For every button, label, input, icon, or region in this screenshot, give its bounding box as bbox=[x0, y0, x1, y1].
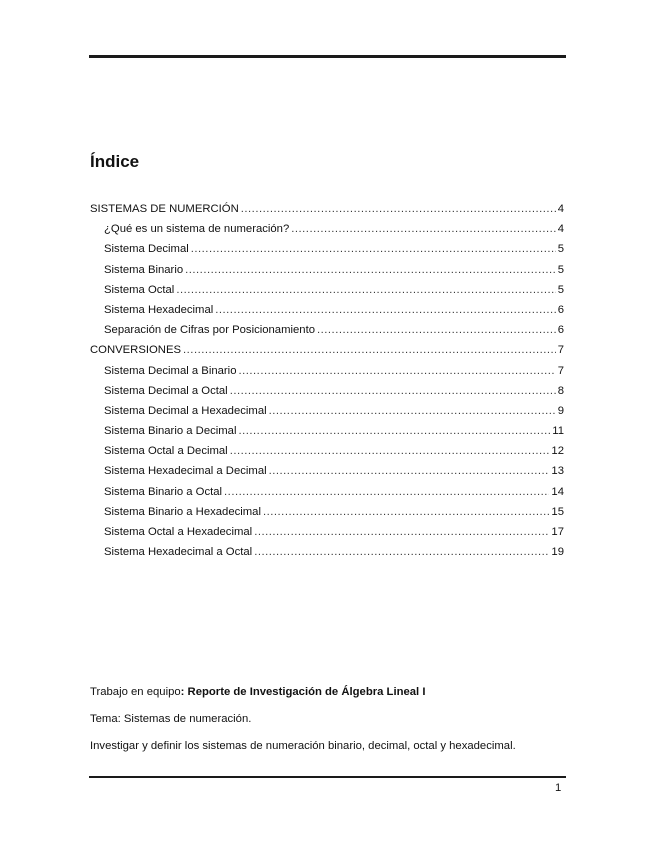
toc-entry-label: Sistema Binario a Octal bbox=[104, 485, 223, 498]
toc-entry[interactable] bbox=[90, 320, 564, 340]
toc-entry[interactable] bbox=[90, 502, 564, 522]
toc-dot-leader bbox=[263, 502, 549, 522]
topic-line: Tema: Sistemas de numeración. bbox=[90, 713, 252, 725]
toc-dot-leader bbox=[317, 320, 556, 340]
team-work-line bbox=[90, 685, 564, 699]
toc-entry-page: 4 bbox=[557, 223, 564, 236]
toc-entry-page: 9 bbox=[557, 404, 564, 417]
toc-dot-leader bbox=[269, 461, 550, 481]
toc-entry-label: SISTEMAS DE NUMERCIÓN bbox=[90, 203, 239, 215]
toc-entry-label: Sistema Octal bbox=[104, 283, 175, 296]
toc-entry-page: 12 bbox=[551, 445, 564, 458]
toc-entry-label: Sistema Binario a Hexadecimal bbox=[104, 505, 261, 518]
toc-entry-page: 4 bbox=[557, 203, 564, 215]
toc-entry-page: 19 bbox=[551, 546, 564, 559]
toc-entry[interactable] bbox=[90, 199, 564, 219]
toc-entry[interactable] bbox=[90, 300, 564, 320]
team-prefix: Trabajo en equipo bbox=[90, 686, 181, 698]
toc-entry-label: Sistema Decimal a Octal bbox=[104, 384, 228, 397]
toc-entry[interactable] bbox=[90, 421, 564, 441]
toc-entry-label: Sistema Octal a Decimal bbox=[104, 445, 228, 458]
toc-dot-leader bbox=[238, 361, 555, 381]
toc-entry-label: Sistema Octal a Hexadecimal bbox=[104, 526, 253, 538]
footer-rule bbox=[89, 776, 566, 778]
toc-dot-leader bbox=[230, 441, 550, 461]
toc-entry[interactable] bbox=[90, 461, 564, 481]
toc-entry[interactable] bbox=[90, 219, 564, 239]
toc-entry-page: 5 bbox=[557, 263, 564, 276]
toc-entry-page: 7 bbox=[557, 364, 564, 377]
team-report-title: : Reporte de Investigación de Álgebra Lineal I bbox=[180, 686, 426, 698]
toc-entry-label: Separación de Cifras por Posicionamiento bbox=[104, 324, 315, 337]
toc-entry[interactable] bbox=[90, 441, 564, 461]
toc-entry-page: 6 bbox=[557, 303, 564, 316]
toc-entry[interactable] bbox=[90, 381, 564, 401]
toc-entry[interactable] bbox=[90, 239, 564, 259]
toc-entry[interactable] bbox=[90, 482, 564, 502]
toc-dot-leader bbox=[191, 239, 556, 259]
table-of-contents bbox=[90, 199, 564, 562]
toc-entry-label: Sistema Binario bbox=[104, 263, 184, 276]
toc-dot-leader bbox=[224, 482, 549, 502]
toc-entry-page: 7 bbox=[557, 344, 564, 357]
toc-entry[interactable] bbox=[90, 401, 564, 421]
toc-entry-label: ¿Qué es un sistema de numeración? bbox=[104, 223, 290, 236]
toc-entry[interactable] bbox=[90, 280, 564, 300]
toc-entry[interactable] bbox=[90, 522, 564, 542]
toc-entry[interactable] bbox=[90, 340, 564, 360]
toc-dot-leader bbox=[176, 280, 555, 300]
toc-entry-page: 5 bbox=[557, 283, 564, 296]
toc-entry-label: Sistema Hexadecimal bbox=[104, 303, 214, 316]
toc-entry-label: Sistema Decimal a Binario bbox=[104, 364, 237, 377]
toc-entry-label: Sistema Hexadecimal a Decimal bbox=[104, 465, 267, 478]
toc-entry-page: 14 bbox=[551, 485, 564, 498]
header-rule bbox=[89, 55, 566, 58]
toc-dot-leader bbox=[269, 401, 556, 421]
toc-entry-label: Sistema Binario a Decimal bbox=[104, 425, 237, 438]
toc-dot-leader bbox=[254, 522, 549, 542]
toc-dot-leader bbox=[238, 421, 550, 441]
toc-dot-leader bbox=[215, 300, 555, 320]
description-paragraph: Investigar y definir los sistemas de numeración binario, decimal, octal y hexadecimal. bbox=[90, 740, 516, 752]
toc-entry-label: CONVERSIONES bbox=[90, 344, 182, 357]
toc-dot-leader bbox=[230, 381, 556, 401]
toc-dot-leader bbox=[241, 199, 556, 219]
toc-entry-page: 8 bbox=[557, 384, 564, 397]
toc-entry-page: 15 bbox=[551, 505, 564, 518]
toc-dot-leader bbox=[183, 340, 556, 360]
toc-entry-page: 17 bbox=[551, 526, 564, 538]
toc-entry-page: 5 bbox=[557, 243, 564, 256]
toc-entry[interactable] bbox=[90, 260, 564, 280]
toc-entry-label: Sistema Hexadecimal a Octal bbox=[104, 546, 253, 559]
toc-entry-label: Sistema Decimal bbox=[104, 243, 189, 256]
index-title: Índice bbox=[90, 152, 140, 171]
toc-dot-leader bbox=[291, 219, 555, 239]
toc-entry[interactable] bbox=[90, 361, 564, 381]
toc-dot-leader bbox=[185, 260, 556, 280]
toc-entry-page: 6 bbox=[557, 324, 564, 337]
toc-entry[interactable] bbox=[90, 542, 564, 562]
toc-entry-page: 13 bbox=[551, 465, 564, 478]
toc-entry-page: 11 bbox=[552, 425, 564, 438]
toc-dot-leader bbox=[254, 542, 549, 562]
page-number: 1 bbox=[555, 782, 562, 794]
toc-entry-label: Sistema Decimal a Hexadecimal bbox=[104, 404, 267, 417]
